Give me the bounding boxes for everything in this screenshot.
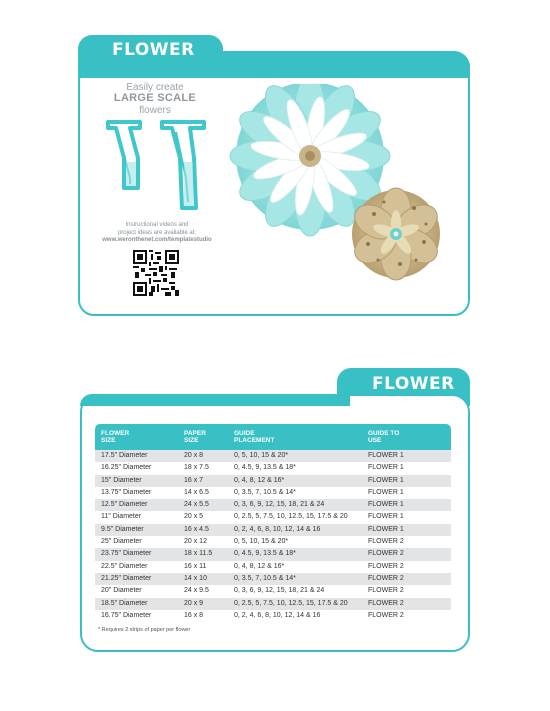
table-row [95,462,451,474]
cell-paper-size: 20 x 8 [184,452,204,459]
header-flower-size [101,430,129,444]
cell-paper-size: 16 x 11 [184,562,207,570]
sizing-table [95,424,451,622]
header-guide-to-use [368,430,399,444]
header-flower-size-line2: SIZE [101,437,116,444]
header-guide-placement-line2: PLACEMENT [234,437,275,444]
table-row [95,598,451,610]
cell-guide-to-use: FLOWER 2 [368,587,404,595]
cell-guide-placement: 0, 4, 8, 12 & 16* [234,476,285,484]
cell-guide-placement: 0, 4.5, 9, 13.5 & 18* [234,464,296,472]
info-text [98,222,216,245]
table-row [95,610,451,622]
cell-guide-placement: 0, 2, 4, 6, 8, 10, 12, 14 & 16 [234,525,321,533]
table-row [95,524,451,536]
cell-guide-placement: 0, 5, 10, 15 & 20* [234,452,289,459]
cell-guide-placement: 0, 4.5, 9, 13.5 & 18* [234,550,296,558]
cell-flower-size: 16.25" Diameter [101,464,152,472]
table-row [95,573,451,585]
cell-paper-size: 24 x 9.5 [184,587,209,595]
cell-flower-size: 9.5" Diameter [101,525,144,533]
header-flower-size-line1: FLOWER [101,430,130,437]
cell-paper-size: 24 x 5.5 [184,501,209,509]
cell-flower-size: 12.5" Diameter [101,501,148,509]
promo-line-3: flowers [139,105,171,116]
card2-tab-band [80,394,350,406]
cell-flower-size: 15" Diameter [101,476,142,484]
cell-guide-to-use: FLOWER 1 [368,513,404,521]
header-paper-size-line2: SIZE [184,437,199,444]
cell-flower-size: 23.75" Diameter [101,550,152,558]
cell-flower-size: 18.5" Diameter [101,599,148,607]
cell-guide-to-use: FLOWER 1 [368,501,404,509]
cell-guide-to-use: FLOWER 1 [368,452,404,459]
header-guide-placement-line1: GUIDE [234,430,255,437]
header-guide-to-use-line2: USE [368,437,382,444]
promo-line-2: LARGE SCALE [113,92,197,104]
cell-guide-placement: 0, 3.5, 7, 10.5 & 14* [234,574,296,582]
header-guide-to-use-line1: GUIDE TO [368,430,400,437]
cell-paper-size: 20 x 5 [184,513,204,521]
table-row [95,487,451,499]
cell-guide-to-use: FLOWER 1 [368,525,404,533]
cell-flower-size: 21.25" Diameter [101,574,152,582]
cell-guide-placement: 0, 3.5, 7, 10.5 & 14* [234,488,296,496]
cell-paper-size: 14 x 10 [184,574,207,582]
cell-guide-to-use: FLOWER 2 [368,550,404,558]
cell-guide-to-use: FLOWER 2 [368,562,404,570]
cell-guide-placement: 0, 2.5, 5, 7.5, 10, 12.5, 15, 17.5 & 20 [234,599,348,607]
table-header [95,424,451,450]
cell-flower-size: 22.5" Diameter [101,562,148,570]
table-row [95,585,451,597]
cell-paper-size: 16 x 7 [184,476,204,484]
cell-paper-size: 16 x 4.5 [184,525,209,533]
cell-paper-size: 14 x 6.5 [184,488,209,496]
cell-paper-size: 20 x 9 [184,599,204,607]
cell-guide-to-use: FLOWER 2 [368,611,404,619]
info-line-2: project ideas are available at: [117,229,197,236]
table-row [95,511,451,523]
cell-guide-placement: 0, 3, 6, 9, 12, 15, 18, 21 & 24 [234,501,325,509]
cell-guide-placement: 0, 5, 10, 15 & 20* [234,538,289,546]
header-guide-placement [234,430,274,444]
cell-flower-size: 16.75" Diameter [101,611,152,619]
cell-guide-placement: 0, 3, 6, 9, 12, 15, 18, 21 & 24 [234,587,325,595]
cell-flower-size: 25" Diameter [101,538,142,546]
cell-guide-to-use: FLOWER 1 [368,488,404,496]
header-paper-size-line1: PAPER [184,430,206,437]
paper-flowers-image [228,84,458,304]
cell-guide-to-use: FLOWER 2 [368,599,404,607]
table-row [95,450,451,462]
cell-guide-placement: 0, 2.5, 5, 7.5, 10, 12.5, 15, 17.5 & 20 [234,513,348,521]
cell-flower-size: 13.75" Diameter [101,488,152,496]
table-row [95,536,451,548]
cell-guide-to-use: FLOWER 1 [368,476,404,484]
cell-guide-to-use: FLOWER 2 [368,538,404,546]
card1-header-strip [78,64,470,78]
qr-code-icon [133,250,179,296]
cell-paper-size: 18 x 11.5 [184,550,213,558]
cell-flower-size: 11" Diameter [101,513,142,521]
cell-flower-size: 17.5" Diameter [101,452,148,459]
cell-flower-size: 20" Diameter [101,587,142,595]
guide-tool-icon [100,118,210,218]
table-row [95,548,451,560]
cell-guide-placement: 0, 2, 4, 6, 8, 10, 12, 14 & 16 [234,611,321,619]
cell-paper-size: 20 x 12 [184,538,207,546]
info-line-1: Instructional videos and [125,222,189,228]
cell-guide-placement: 0, 4, 8, 12 & 16* [234,562,285,570]
table-row [95,561,451,573]
table-body [95,450,451,622]
card1-tab-title: FLOWER [112,40,195,60]
cell-guide-to-use: FLOWER 1 [368,464,404,472]
promo-line-1: Easily create [126,82,184,93]
header-paper-size [184,430,206,444]
table-footnote: * Requires 2 strips of paper per flower [98,627,191,633]
info-url: www.weronthenet.com/templatestudio [102,237,212,243]
cell-paper-size: 16 x 8 [184,611,204,619]
card2-tab-title: FLOWER [372,374,455,394]
table-row [95,475,451,487]
table-row [95,499,451,511]
cell-guide-to-use: FLOWER 2 [368,574,404,582]
cell-paper-size: 18 x 7.5 [184,464,209,472]
